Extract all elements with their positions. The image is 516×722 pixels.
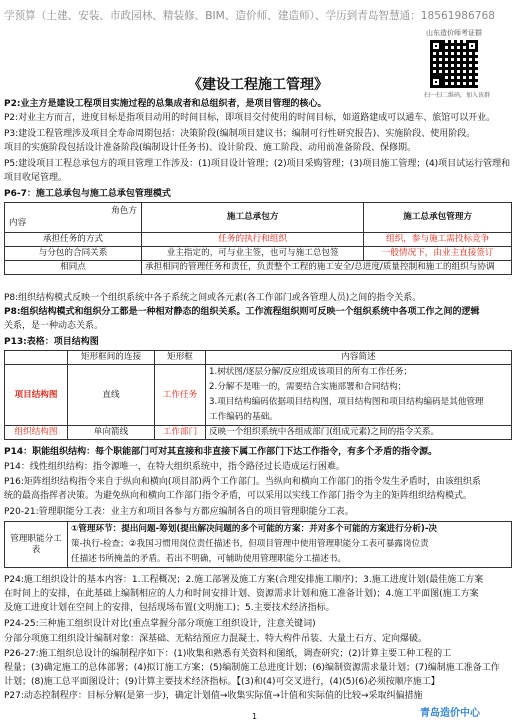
- table-row-label: 相同点: [5, 261, 142, 275]
- text-line: P2:业主方是建设工程项目实施过程的总集成者和总组织者，是项目管理的核心。: [4, 99, 327, 109]
- table-cell: 直线: [68, 365, 155, 426]
- text-line: 关系，是一种动态关系。: [4, 321, 104, 331]
- text-line: P3:建设工程管理涉及项目全寿命周期包括：决策阶段(编制项目建议书；编制可行性研究报告)、实施阶段、使用阶段。: [4, 129, 476, 139]
- text-line: P27:动态控制程序：目标分解(是第一步)，确定计划值→收集实际值→计值和实际值的比较→采取纠偏措施: [4, 691, 423, 701]
- text-line: P26-27:施工组织总设计的编制程序如下：(1)收集和熟悉有关资料和图纸，调查研究；(2)计算主要工种工程的工: [4, 649, 452, 659]
- text-line: 分部分项施工组织设计编制对象：深基础、无粘结预应力混凝土、特大构件吊装、大量土石方、定向爆破。: [4, 634, 428, 644]
- text-line: P6-7：施工总承包与施工总承包管理模式: [4, 189, 171, 199]
- text-line: P2:对业主方而言，进度目标是指项目动用的时间目标，即项目交付使用的时间目标，如道路建成可以通车、旅馆可以开业。: [4, 113, 496, 123]
- footer-logo: 青岛造价中心: [420, 708, 480, 719]
- text-line: P24:施工组织设计的基本内容：1.工程概况；2.施工部署及施工方案(合理安排施工顺序)；3.施工进度计划(最佳施工方案: [4, 575, 484, 585]
- table-cell: ①管理环节：提出问题-筹划(提出解决问题的多个可能的方案：并对多个可能的方案进行分析)-决 策-执行-检查；②我国习惯用岗位责任描述书，但项目管理中使用管理职能分工表可暴露岗位责 任描述书所掩盖的矛盾。若出不明确，可辅助使用管理职能分工描述书。: [68, 522, 512, 568]
- text-line: P16:矩阵组织结构指令来自于纵向和横向(项目部)两个工作部门。当纵向和横向工作部门的指令发生矛盾时，由该组织系: [4, 477, 481, 487]
- table-cell: 业主指定的，可与业主签，也可与施工总包签: [142, 247, 364, 261]
- text-line: P8:组织结构模式反映一个组织系统中各子系统之间或各元素(各工作部门或各管理人员)之间的指令关系。: [4, 293, 422, 303]
- text-line: P13:表格：项目结构图: [4, 337, 99, 347]
- page-header: [0, 0, 516, 30]
- text-line: 程量；(3)确定施工的总体部署；(4)拟订施工方案；(5)编制施工总进度计划；(6)编制资源需求量计划；(7)编制施工准备工作: [4, 663, 500, 673]
- table-row-label: 组织结构图: [5, 426, 68, 440]
- qr-caption: 山东造价师考证群: [426, 29, 482, 37]
- table-cell: 承担相同的管理任务和责任，负责整个工程的施工安全/总进度/质量控制和施工的组织与协调: [142, 261, 512, 275]
- text-line: P8:组织结构模式和组织分工都是一种相对静态的组织关系。工作流程组织则可反映一个组织系统中各项工作之间的逻辑: [4, 307, 480, 317]
- text-line: P5:建设项目工程总承包方的项目管理工作涉及：(1)项目设计管理；(2)项目采购管理；(3)项目施工管理；(4)项目试运行管理和: [4, 159, 511, 169]
- text-line: P24-25:三种施工组织设计对比(重点掌握分部分项施工组织设计，注意关键词): [4, 619, 316, 629]
- qr-subcaption: 扫一扫二维码，加入该群: [424, 92, 491, 99]
- text-line: 计划；(8)施工总平面图设计；(9)计算主要技术经济指标。【(3)和(4)可交叉进行，(4)(5)(6)必须按顺序施工】: [4, 677, 440, 687]
- text-line: 项目收尾管理。: [4, 173, 68, 183]
- table-row-label: 管理职能分工表: [5, 522, 68, 568]
- table-header: 施工总承包管理方: [364, 203, 512, 233]
- table-header: 内容简述: [206, 351, 512, 365]
- table-corner-cell: 角色方 内容: [5, 203, 142, 233]
- document-title: 《建设工程施工管理》: [188, 77, 328, 93]
- table-cell: 单向箭线: [68, 426, 155, 440]
- text-line: 及施工进度计划在空间上的安排，包括现场布置(文明施工)；5.主要技术经济指标。: [4, 603, 335, 613]
- text-line: 在时间上的安排，在此基础上编制相应的人力和时间安排计划、资源需求计划和施工准备计划)；4.施工平面图(施工方案: [4, 589, 479, 599]
- text-line: P14：线性组织结构：指令源唯一，在特大组织系统中，指令路径过长造成运行困难。: [4, 462, 345, 472]
- table-row-label: 承担任务的方式: [5, 233, 142, 247]
- table-header: 施工总承包方: [142, 203, 364, 233]
- management-function-table: [4, 521, 512, 568]
- table-cell: 工作部门: [155, 426, 206, 440]
- table-header: 矩形框: [155, 351, 206, 365]
- text-line: P14：职能组织结构：每个职能部门可对其直接和非直接下属工作部门下达工作指令，有多个矛盾的指令源。: [4, 447, 438, 457]
- text-line: 项目的实施阶段包括设计准备阶段(编制设计任务书)、设计阶段、施工阶段、动用前准备阶段、保修期。: [4, 143, 417, 153]
- table-cell: 工作任务: [155, 365, 206, 426]
- table-row-label: 项目结构图: [5, 365, 68, 426]
- table-cell: 1.树状图/逐层分解/反应组成该项目的所有工作任务； 2.分解不是唯一的，需要结合实施部署和合同结构； 3.项目结构编码依据项目结构图，项目结构图和项目结构编码是其他管理 工作编码的基础。: [206, 365, 512, 426]
- page-number: 1: [252, 712, 258, 721]
- table-row-label: 与分包的合同关系: [5, 247, 142, 261]
- text-line: P20-21:管理职能分工表：业主方和项目各参与方都应编制各自的项目管理职能分工表。: [4, 507, 354, 517]
- table-cell: 一般情况下，由业主直接签订: [364, 247, 512, 261]
- table-cell: 任务的执行和组织: [142, 233, 364, 247]
- text-line: 统的最高指挥者决策。为避免纵向和横向工作部门指令矛盾，可以采用以实线工作部门指令为主的矩阵组织结构模式。: [4, 491, 473, 501]
- table-header: 矩形框间的连接: [68, 351, 155, 365]
- project-structure-table: [4, 350, 512, 440]
- table-cell: 组织，参与施工需投标竞争: [364, 233, 512, 247]
- table-cell: 反映一个组织系统中各组成部门(组成元素)之间的指令关系。: [206, 426, 512, 440]
- header-ad-text: 学预算（土建、安装、市政园林、精装修、BIM、造价师、建造师）、学历到青岛智慧通：18561986768: [4, 10, 495, 22]
- contract-mode-table: [4, 202, 512, 275]
